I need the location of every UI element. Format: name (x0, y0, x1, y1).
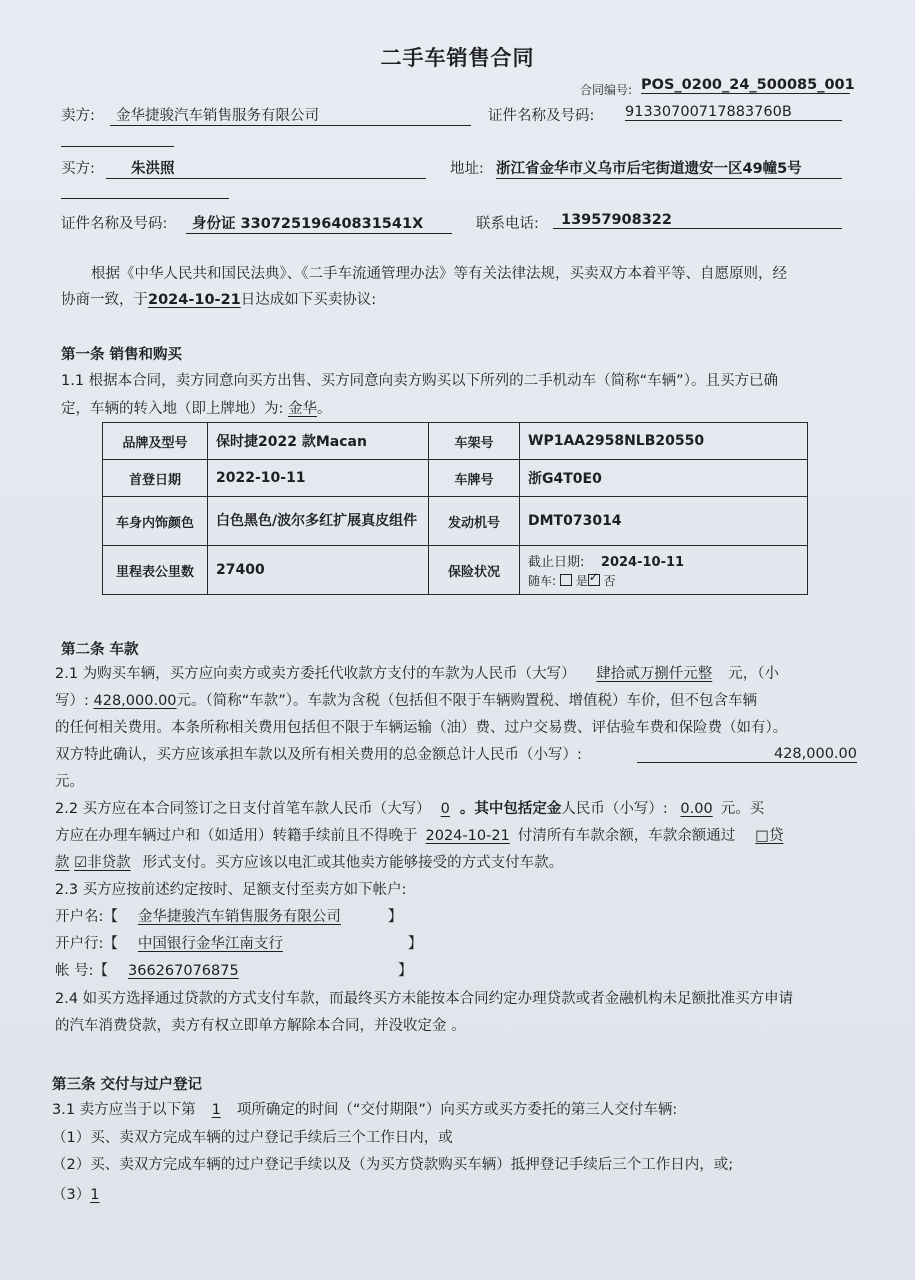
seller-name: 金华捷骏汽车销售服务有限公司 (110, 104, 471, 126)
article1-title: 第一条 销售和购买 (61, 347, 183, 363)
due-date: 2024-10-21 (425, 828, 510, 844)
seller-line-cont (61, 146, 174, 147)
deposit-amount: 0.00 (680, 801, 713, 817)
contract-no-label: 合同编号: (580, 83, 633, 97)
art3-option2: （2）买、卖双方完成车辆的过户登记手续以及（为买方贷款购买车辆）抵押登记手续后三个工作日内，或; (52, 1157, 734, 1173)
account-no-row: 帐 号:【 366267076875 】 (55, 958, 413, 985)
delivery-item: 1 (211, 1102, 221, 1118)
art2-s22-l3: 款 ☑非贷款 形式支付。买方应该以电汇或其他卖方能够接受的方式支付车款。 (55, 855, 564, 871)
brand-label: 品牌及型号 (103, 423, 208, 460)
art2-s24-l2: 的汽车消费贷款，卖方有权立即单方解除本合同，并没收定金 。 (55, 1018, 466, 1034)
total-amount: 428,000.00 (637, 746, 857, 763)
engine-value: DMT073014 (520, 497, 808, 546)
article2-title: 第二条 车款 (61, 642, 139, 658)
art3-option3: （3）1 (52, 1187, 100, 1203)
insurance-date: 2024-10-11 (600, 555, 685, 570)
transfer-place: 金华 (288, 401, 317, 417)
seller-id-label: 证件名称及号码: (488, 108, 595, 124)
phone-label: 联系电话: (476, 216, 539, 232)
contract-title: 二手车销售合同 (380, 46, 535, 70)
article3-title: 第三条 交付与过户登记 (52, 1077, 203, 1093)
checkbox-no[interactable] (588, 574, 600, 586)
table-row (103, 460, 808, 497)
buyer-id-label: 证件名称及号码: (61, 216, 168, 232)
art2-l1: 2.1 为购买车辆，买方应向卖方或卖方委托代收款方支付的车款为人民币（大写） 肆拾贰万捌仟元整 元，（小 (55, 666, 780, 682)
address-value: 浙江省金华市义乌市后宅街道遗安一区49幢5号 (496, 157, 842, 179)
brand-value: 保时捷2022 款Macan (208, 423, 429, 460)
plate-label: 车牌号 (429, 460, 520, 497)
mileage-value: 27400 (208, 546, 429, 595)
insurance-value: 截止日期: 2024-10-11 随车: 是✓ 否 (520, 546, 808, 595)
reg-value: 2022-10-11 (208, 460, 429, 497)
art2-l3: 的任何相关费用。本条所称相关费用包括但不限于车辆运输（油）费、过户交易费、评估验车费和保险费（如有）。 (55, 720, 788, 736)
intro-line2: 协商一致，于2024-10-21日达成如下买卖协议: (61, 292, 377, 308)
plate-value: 浙G4T0E0 (520, 460, 808, 497)
insurance-label: 保险状况 (429, 546, 520, 595)
table-row (103, 546, 808, 595)
loan-option: □贷 (755, 828, 784, 844)
art2-s22-l1: 2.2 买方应在本合同签订之日支付首笔车款人民币（大写） 0 。其中包括定金人民币（小写）: 0.00 元。买 (55, 801, 765, 817)
art2-s24-l1: 2.4 如买方选择通过贷款的方式支付车款，而最终买方未能按本合同约定办理贷款或者金融机构未足额批准买方申请 (55, 991, 794, 1007)
account-name: 金华捷骏汽车销售服务有限公司 (137, 909, 341, 925)
art2-s22-l2: 方应在办理车辆过户和（如适用）转籍手续前且不得晚于 2024-10-21 付清所有车款余额，车款余额通过 □贷 (55, 828, 784, 844)
seller-label: 卖方: (61, 108, 95, 124)
vehicle-table (102, 422, 808, 595)
buyer-id-value: 身份证 330725196408315​41X (186, 212, 452, 234)
table-row (103, 423, 808, 460)
contract-no-value: POS_0200_24_500085_001 (641, 77, 855, 93)
reg-label: 首登日期 (103, 460, 208, 497)
option3-value: 1 (90, 1187, 100, 1203)
art2-l5: 元。 (55, 774, 84, 790)
agreement-date: 2024-10-21 (148, 292, 241, 308)
vin-label: 车架号 (429, 423, 520, 460)
table-row (103, 497, 808, 546)
color-label: 车身内饰颜色 (103, 497, 208, 546)
amount-cn: 肆拾贰万捌仟元整 (596, 666, 713, 682)
intro-line1: 根据《中华人民共和国民法典》、《二手车流通管理办法》等有关法律法规，买卖双方本着平等、自愿原则，经 (91, 266, 787, 282)
art3-option1: （1）买、卖双方完成车辆的过户登记手续后三个工作日内，或 (52, 1130, 453, 1146)
phone-value: 13957908322 (553, 212, 842, 229)
bank-name: 中国银行金华江南支行 (137, 936, 283, 952)
amount-num: 428,000.00 (93, 693, 177, 709)
seller-id-value: 91330700717883760B (625, 104, 842, 121)
art2-l4: 双方特此确认，买方应该承担车款以及所有相关费用的总金额总计人民币（小写）: (55, 747, 582, 763)
buyer-name: 朱洪照 (106, 157, 426, 179)
vin-value: WP1AA2958NLB20550 (520, 423, 808, 460)
bank-row: 开户行:【 中国银行金华江南支行 】 (55, 931, 422, 958)
nonloan-option: ☑非贷款 (74, 855, 131, 871)
art2-s23: 2.3 买方应按前述约定按时、足额支付至卖方如下帐户: (55, 882, 407, 898)
buyer-label: 买方: (61, 161, 95, 177)
art1-p2: 定，车辆的转入地（即上牌地）为: 金华。 (61, 401, 332, 417)
address-label: 地址: (450, 161, 484, 177)
first-payment: 0 (440, 801, 450, 817)
account-number: 366267076875 (128, 963, 239, 979)
art1-p1: 1.1 根据本合同，卖方同意向买方出售、买方同意向卖方购买以下所列的二手机动车（简称“车辆”）。且买方已确 (61, 373, 778, 389)
engine-label: 发动机号 (429, 497, 520, 546)
mileage-label: 里程表公里数 (103, 546, 208, 595)
buyer-line-cont (61, 198, 229, 199)
account-name-row: 开户名:【 金华捷骏汽车销售服务有限公司 】 (55, 904, 402, 931)
art2-l2: 写）: 428,000.00元。（简称“车款”）。车款为含税（包括但不限于车辆购置税、增值税）车价，但不包含车辆 (55, 693, 758, 709)
color-value: 白色黑色/波尔多红扩展真皮组件 (208, 497, 429, 546)
checkbox-yes[interactable] (560, 574, 572, 586)
art3-s31: 3.1 卖方应当于以下第 1 项所确定的时间（“交付期限”）向买方或买方委托的第三人交付车辆: (52, 1102, 678, 1118)
